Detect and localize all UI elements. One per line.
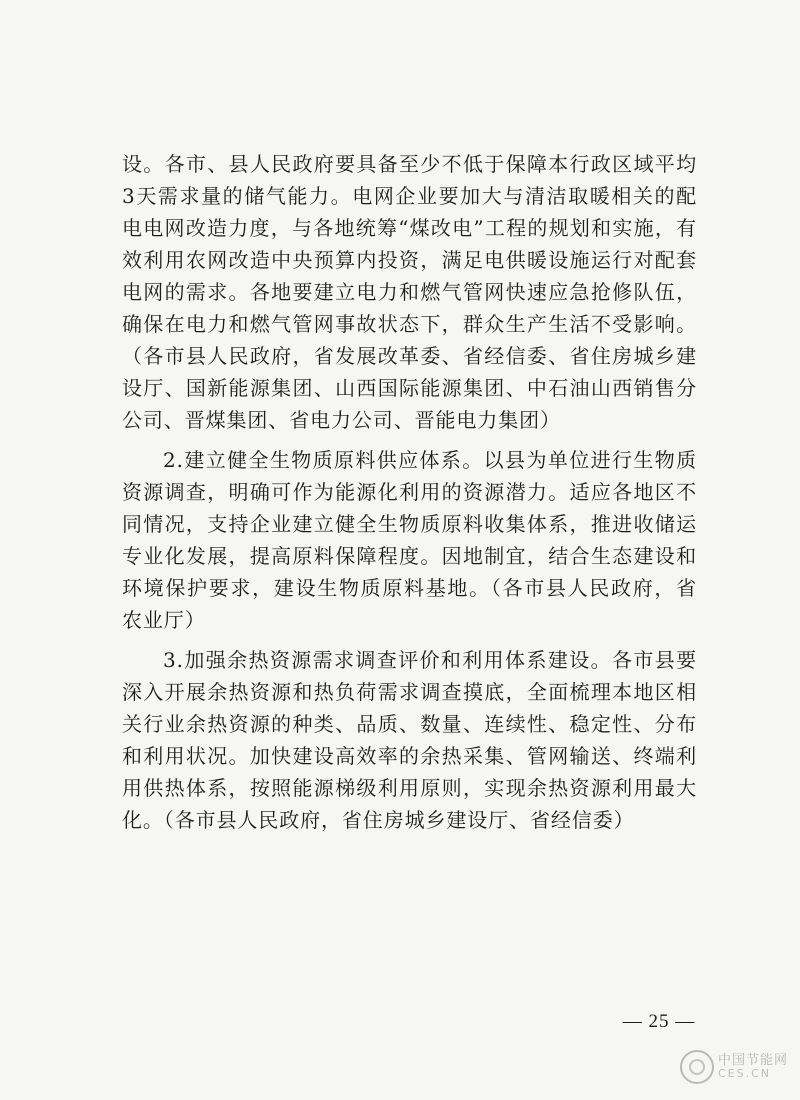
- watermark-name: 中国节能网: [718, 1052, 789, 1068]
- paragraph-continuation: 设。各市、县人民政府要具备至少不低于保障本行政区域平均3天需求量的储气能力。电网企业要加大与清洁取暖相关的配电电网改造力度，与各地统筹“煤改电”工程的规划和实施，有效利用农网改造中央预算内投资，满足电供暖设施运行对配套电网的需求。各地要建立电力和燃气管网快速应急抢修队伍，确保在电力和燃气管网事故状态下，群众生产生活不受影响。（各市县人民政府，省发展改革委、省经信委、省住房城乡建设厅、国新能源集团、山西国际能源集团、中石油山西销售分公司、晋煤集团、省电力公司、晋能电力集团）: [122, 152, 697, 432]
- watermark-logo-icon: [680, 1050, 714, 1084]
- page-number: — 25 —: [622, 1011, 696, 1032]
- watermark-text: [718, 1054, 788, 1080]
- document-body: [122, 148, 697, 836]
- paragraph-waste-heat: 3.加强余热资源需求调查评价和利用体系建设。各市县要深入开展余热资源和热负荷需求调查摸底，全面梳理本地区相关行业余热资源的种类、品质、数量、连续性、稳定性、分布和利用状况。加快建设高效率的余热采集、管网输送、终端利用供热体系，按照能源梯级利用原则，实现余热资源利用最大化。（各市县人民政府，省住房城乡建设厅、省经信委）: [122, 648, 697, 832]
- watermark-domain: CES.CN: [718, 1067, 772, 1081]
- watermark: [680, 1046, 790, 1088]
- paragraph-biomass-supply: 2.建立健全生物质原料供应体系。以县为单位进行生物质资源调查，明确可作为能源化利用的资源潜力。适应各地区不同情况，支持企业建立健全生物质原料收集体系，推进收储运专业化发展，提高原料保障程度。因地制宜，结合生态建设和环境保护要求，建设生物质原料基地。（各市县人民政府，省农业厅）: [122, 448, 697, 632]
